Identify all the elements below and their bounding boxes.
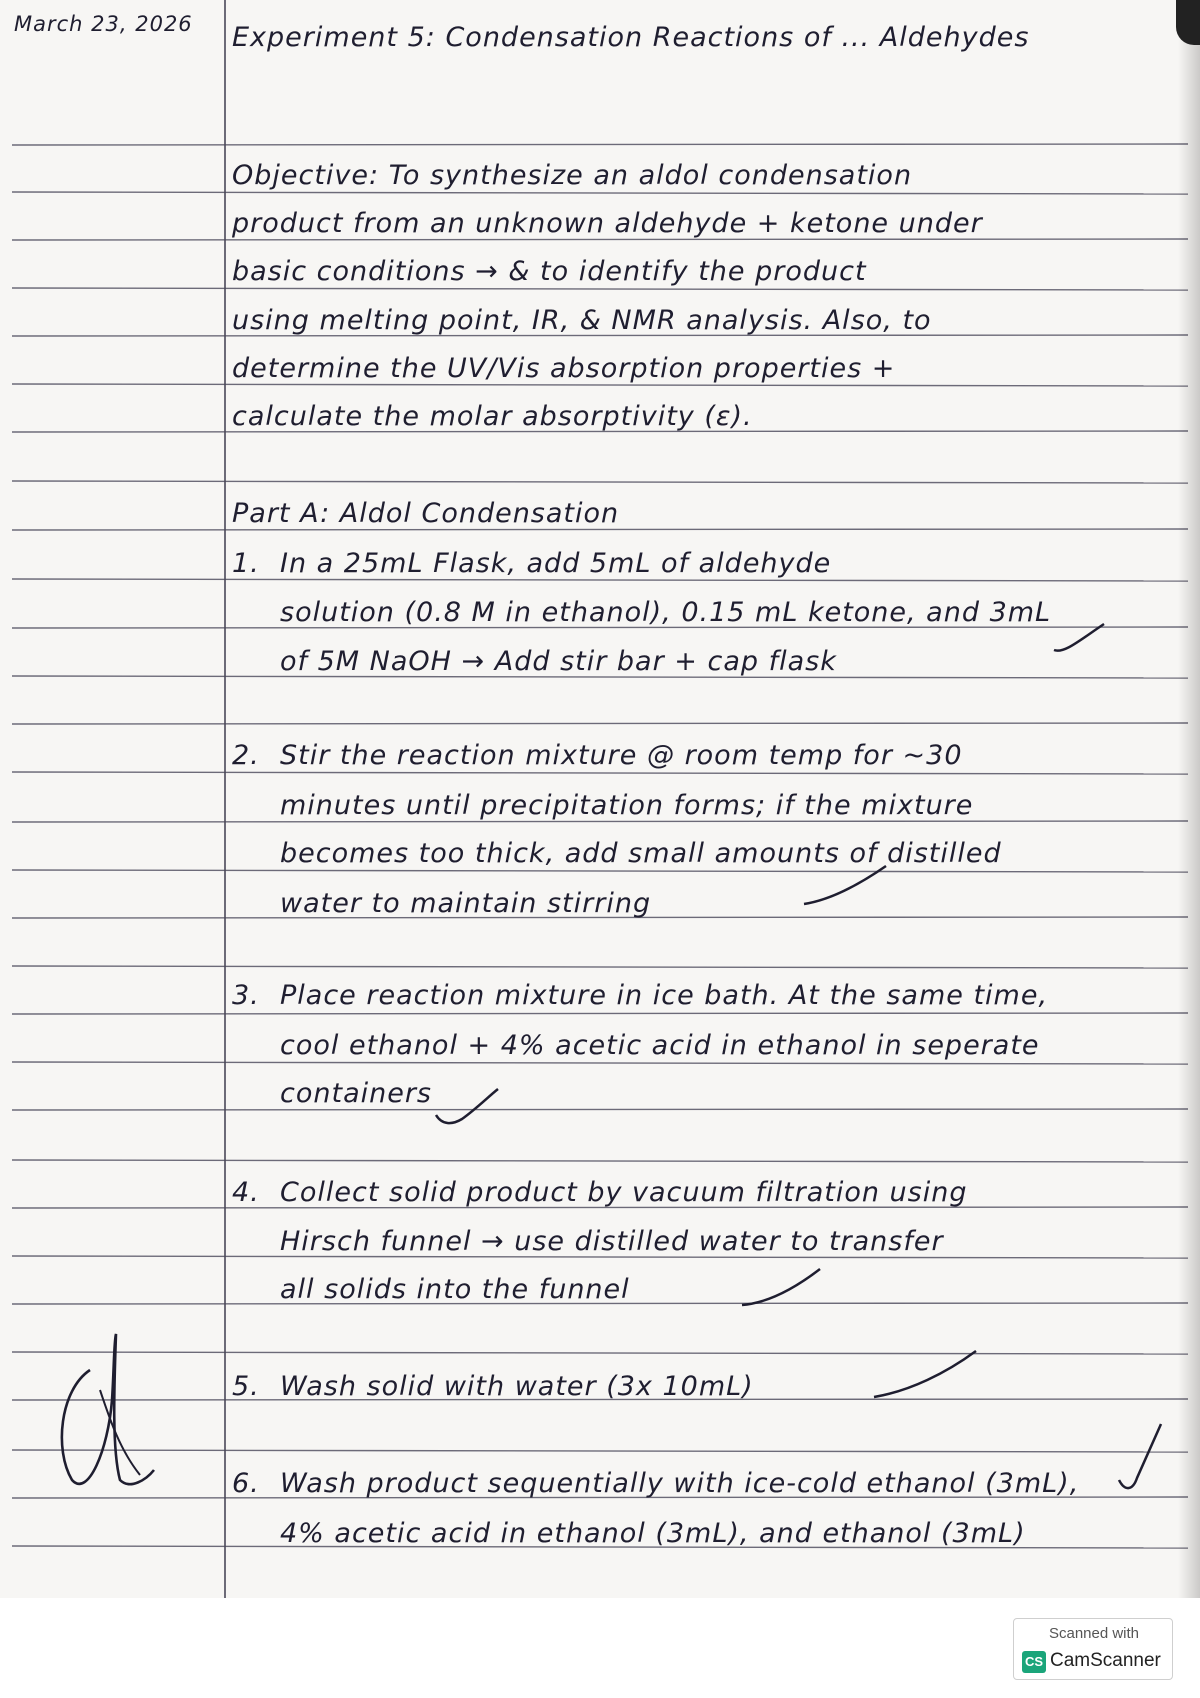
step-3-line: containers xyxy=(280,1078,433,1109)
step-2-line: minutes until precipitation forms; if the mixture xyxy=(280,790,974,821)
objective-line: determine the UV/Vis absorption properties + xyxy=(232,353,896,384)
ruled-line xyxy=(12,192,1188,194)
part-a-heading: Part A: Aldol Condensation xyxy=(232,498,620,529)
ruled-line xyxy=(12,144,1188,145)
step-number: 1. xyxy=(232,548,260,579)
step-number: 5. xyxy=(232,1371,260,1402)
camscanner-watermark xyxy=(1013,1618,1173,1680)
checkmark-icon xyxy=(738,1265,824,1311)
binder-corner xyxy=(1176,0,1200,45)
step-2-line: Stir the reaction mixture @ room temp for ~30 xyxy=(280,740,963,771)
ruled-line xyxy=(12,723,1188,724)
objective-line: basic conditions → & to identify the product xyxy=(232,256,867,287)
ruled-line xyxy=(12,1062,1188,1064)
objective-line: product from an unknown aldehyde + ketone under xyxy=(232,208,983,239)
checkmark-icon xyxy=(800,862,890,910)
ruled-line xyxy=(12,821,1188,822)
ruled-line xyxy=(12,1109,1188,1110)
checkmark-icon xyxy=(1115,1420,1165,1500)
ruled-line xyxy=(12,239,1188,240)
checkmark-icon xyxy=(432,1085,502,1131)
ruled-line xyxy=(12,870,1188,872)
ruled-line xyxy=(12,966,1188,968)
ruled-line xyxy=(12,384,1188,386)
page-edge-shadow xyxy=(1178,0,1200,1598)
ruled-line xyxy=(12,481,1188,483)
ruled-line xyxy=(12,1160,1188,1162)
step-1-line: of 5M NaOH → Add stir bar + cap flask xyxy=(280,646,837,677)
step-number: 4. xyxy=(232,1177,260,1208)
step-4-line: all solids into the funnel xyxy=(280,1274,630,1305)
ruled-line xyxy=(12,579,1188,581)
step-5-line: Wash solid with water (3x 10mL) xyxy=(280,1371,754,1402)
entry-date: March 23, 2026 xyxy=(14,12,193,36)
ruled-line xyxy=(12,772,1188,774)
step-3-line: cool ethanol + 4% acetic acid in ethanol in seperate xyxy=(280,1030,1040,1061)
watermark-caption: Scanned with xyxy=(1048,1625,1140,1642)
objective-line: using melting point, IR, & NMR analysis. Also, to xyxy=(232,305,932,336)
step-4-line: Hirsch funnel → use distilled water to transfer xyxy=(280,1226,944,1257)
step-3-line: Place reaction mixture in ice bath. At the same time, xyxy=(280,980,1049,1011)
ruled-line xyxy=(12,288,1188,290)
signature xyxy=(50,1330,160,1500)
objective-line: Objective: To synthesize an aldol condensation xyxy=(232,160,913,191)
step-4-line: Collect solid product by vacuum filtration using xyxy=(280,1177,968,1208)
ruled-line xyxy=(12,1450,1188,1452)
step-number: 2. xyxy=(232,740,260,771)
step-1-line: In a 25mL Flask, add 5mL of aldehyde xyxy=(280,548,832,579)
step-number: 6. xyxy=(232,1468,260,1499)
ruled-line xyxy=(12,1352,1188,1354)
step-2-line: water to maintain stirring xyxy=(280,888,652,919)
experiment-title: Experiment 5: Condensation Reactions of ... Aldehydes xyxy=(232,22,1030,53)
ruled-line xyxy=(12,529,1188,530)
step-2-line: becomes too thick, add small amounts of distilled xyxy=(280,838,1002,869)
checkmark-icon xyxy=(870,1345,980,1405)
objective-line: calculate the molar absorptivity (ε). xyxy=(232,401,753,432)
watermark-brand: CamScanner xyxy=(1050,1650,1161,1671)
ruled-line xyxy=(12,1013,1188,1014)
step-1-line: solution (0.8 M in ethanol), 0.15 mL ketone, and 3mL xyxy=(280,597,1052,628)
camscanner-logo-icon: CS xyxy=(1022,1651,1046,1673)
step-6-line: Wash product sequentially with ice-cold ethanol (3mL), xyxy=(280,1468,1080,1499)
step-6-line: 4% acetic acid in ethanol (3mL), and ethanol (3mL) xyxy=(280,1518,1026,1549)
step-number: 3. xyxy=(232,980,260,1011)
checkmark-icon xyxy=(1050,620,1110,660)
